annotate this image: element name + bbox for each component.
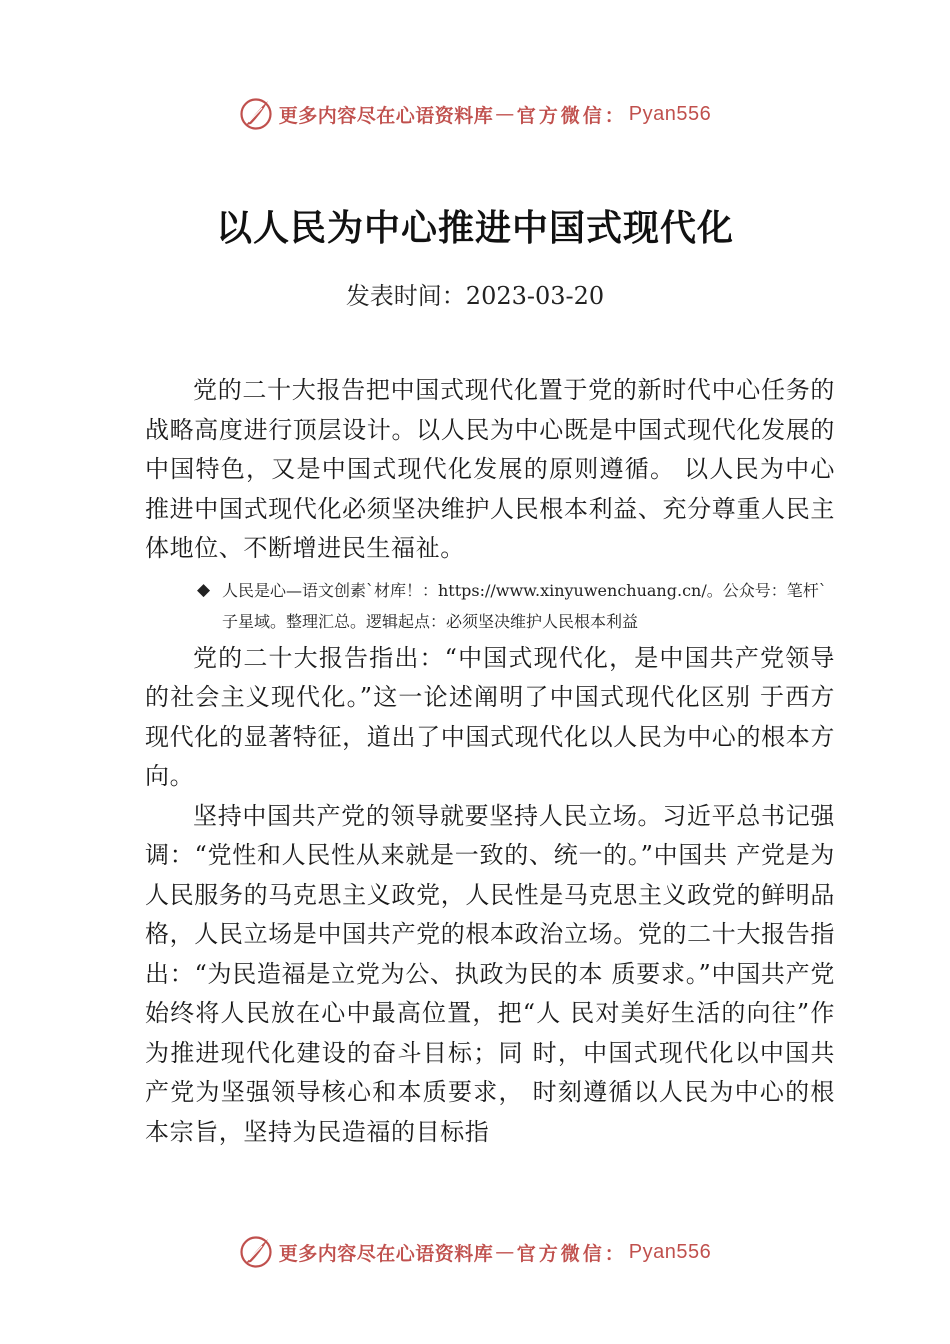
paragraph-3: 坚持中国共产党的领导就要坚持人民立场。习近平总书记强调：“党性和人民性从来就是一致的、统一的。”中国共 产党是为人民服务的马克思主义政党，人民性是马克思主义政党的鲜明品格，人民立场是中国共产党的根本政治立场。党的二十大报告指出：“为民造福是立党为公、执政为民的本 质要求。”中国共产党始终将人民放在心中最高位置，把“人 民对美好生活的向往”作为推进现代化建设的奋斗目标；同 时，中国式现代化以中国共产党为坚强领导核心和本质要求， 时刻遵循以人民为中心的根本宗旨，坚持为民造福的目标指 [145, 801, 835, 1146]
footer-banner [0, 1232, 950, 1272]
quill-pen-logo-icon [239, 1235, 273, 1269]
banner-text: 更多内容尽在心语资料库 [278, 104, 494, 127]
banner-wechat-id: Pyan556 [628, 1240, 712, 1263]
paragraph-1: 党的二十大报告把中国式现代化置于党的新时代中心任务的战略高度进行顶层设计。以人民为中心既是中国式现代化发展的中国特色，又是中国式现代化发展的原则遵循。 以人民为中心推进中国式现代化必须坚决维护人民根本利益、充分尊重人民主体地位、不断增进民生福祉。 [145, 376, 835, 562]
banner-wechat-label: 官方微信： [516, 1242, 627, 1265]
paragraph-2: 党的二十大报告指出：“中国式现代化，是中国共产党领导的社会主义现代化。”这一论述阐明了中国式现代化区别 于西方现代化的显著特征，道出了中国式现代化以人民为中心的根本方向。 [145, 643, 835, 790]
banner-dash: — [495, 1241, 515, 1263]
header-banner [0, 94, 950, 134]
banner-dash: — [495, 103, 515, 125]
banner-wechat-id: Pyan556 [628, 102, 712, 125]
banner-wechat-label: 官方微信： [516, 104, 627, 127]
banner-text: 更多内容尽在心语资料库 [278, 1242, 494, 1265]
article-date: 发表时间：2023-03-20 [345, 282, 605, 310]
article-body [145, 371, 835, 1152]
diamond-bullet-icon: ◆ [197, 579, 211, 600]
source-note [195, 575, 835, 637]
quill-pen-logo-icon [239, 97, 273, 131]
source-note-text: 人民是心—语文创素`材库！：https://www.xinyuwenchuang.cn/。公众号：笔杆`子星域。整理汇总。逻辑起点：必须坚决维护人民根本利益 [222, 580, 827, 631]
article-title: 以人民为中心推进中国式现代化 [215, 208, 734, 249]
